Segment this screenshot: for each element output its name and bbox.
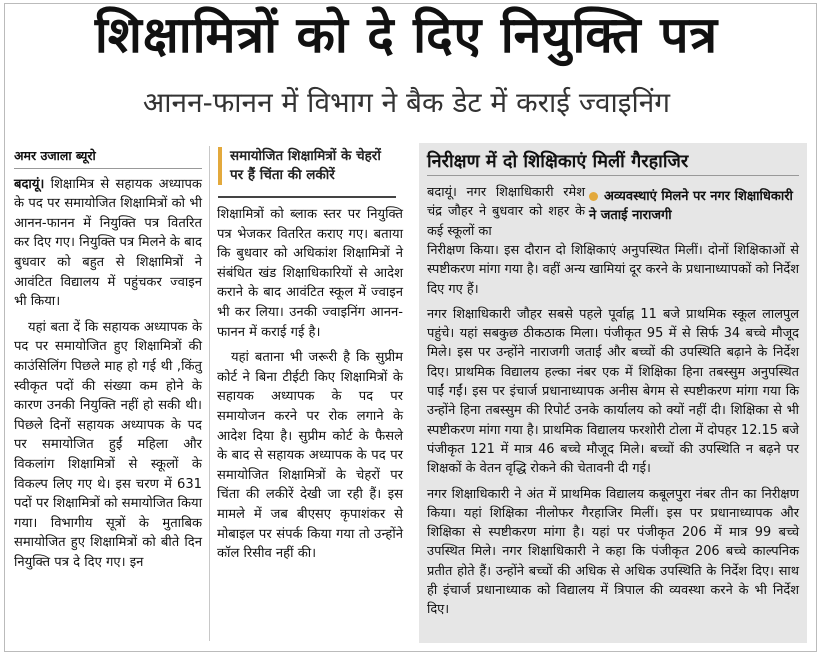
column-divider (209, 146, 210, 641)
subheadline: आनन-फानन में विभाग ने बैक डेट में कराई ज्वाइनिंग (142, 86, 671, 119)
sidebar-paragraph-1: निरीक्षण किया। इस दौरान दो शिक्षिकाएं अनुपस्थित मिलीं। दोनों शिक्षिकाओं से स्पष्टीकरण मांगा गया है। वहीं अन्य खामियां दूर करने के प्रधानाध्यापकों को निर्देश दिए गए हैं। (427, 243, 799, 297)
column1-paragraph-2: यहां बता दें कि सहायक अध्यापक के पद पर समायोजित हुए शिक्षामित्रों की काउंसिलिंग पिछले माह हो गई थी ,किंतु स्वीकृत पदों की संख्या कम होने के कारण उनकी नियुक्ति नहीं हो सकी थी। पिछले दिनों सहायक अध्यापक के पद पर समायोजित हुईं महिला और विकलांग शिक्षामित्रों से स्कूलों के विकल्प लिए गए थे। इस चरण में 631 पदों पर शिक्षामित्रों को समायोजित किया गया। विभागीय सूत्रों के मुताबिक समायोजित हुए शिक्षामित्रों को बीते दिन नियुक्ति पत्र दे दिए गए। इन (14, 319, 202, 570)
article-column-2 (217, 205, 403, 570)
bullet-dot-icon (589, 192, 598, 201)
pull-quote-rule (218, 196, 396, 198)
sidebar-intro: बदायूं। नगर शिक्षाधिकारी रमेश चंद्र जौहर ने बुधवार को शहर के कई स्कूलों का (427, 185, 585, 239)
column2-paragraph-1: शिक्षामित्रों को ब्लाक स्तर पर नियुक्ति पत्र भेजकर वितरित कराए गए। बताया कि बुधवार को अधिकांश शिक्षामित्रों ने संबंधित खंड शिक्षाधिकारियों से आदेश कराने के बाद आवंटित स्कूल में ज्वाइन भी कर लिया। उनकी ज्वाइनिंग आनन-फानन में कराई गई है। (217, 207, 403, 340)
sidebar-highlight: अव्यवस्थाएं मिलने पर नगर शिक्षाधिकारी ने जताई नाराजगी (589, 189, 793, 223)
sidebar-paragraph-3: नगर शिक्षाधिकारी ने अंत में प्राथमिक विद्यालय कबूलपुरा नंबर तीन का निरीक्षण किया। यहां शिक्षिका नीलोफर गैरहाजिर मिलीं। इस पर प्रधानाध्यापक और शिक्षिका से स्पष्टीकरण मांगा है। यहां पर पंजीकृत 206 में मात्र 99 बच्चे उपस्थित मिले। नगर शिक्षाधिकारी ने कहा कि पंजीकृत 206 बच्चे काल्पनिक प्रतीत होते हैं। उन्होंने बच्चों की अधिक से अधिक उपस्थिति के निर्देश दिए। साथ ही इंचार्ज प्रधानाध्याक को विद्यालय में त्रिपाल की व्यवस्था करने के भी निर्देश दिए। (427, 486, 799, 618)
dateline: बदायूं। (14, 176, 45, 192)
byline: अमर उजाला ब्यूरो (14, 146, 202, 169)
sidebar-story (419, 143, 807, 643)
sidebar-paragraph-2: नगर शिक्षाधिकारी जौहर सबसे पहले पूर्वाह्न 11 बजे प्राथमिक स्कूल लालपुल पहुंचे। यहां सबकुछ ठीकठाक मिला। पंजीकृत 95 में से सिर्फ 34 बच्चे मौजूद मिले। इस पर उन्होंने नाराजगी जताई और बच्चों की उपस्थिति बढ़ाने के निर्देश दिए। प्राथमिक विद्यालय हल्का नंबर एक में शिक्षिका हिना तबस्सुम अनुपस्थित पाईं गईं। इस पर इंचार्ज प्रधानाध्यापक अनीस बेगम से स्पष्टीकरण मांगा गया कि उन्होंने हिना तबस्सुम की रिपोर्ट उनके कार्यालय को क्यों नहीं दी। शिक्षिका से भी स्पष्टीकरण मांगा गया है। प्राथमिक विद्यालय फरशोरी टोला में दोपहर 12.15 बजे पंजीकृत 121 में मात्र 46 बच्चे मौजूद मिले। बच्चों की उपस्थिति न बढ़ने पर शिक्षकों के वेतन वृद्धि रोकने की चेतावनी दी गई। (427, 306, 799, 477)
column1-paragraph-1: बदायूं। शिक्षामित्र से सहायक अध्यापक के पद पर समायोजित शिक्षामित्रों को भी आनन-फानन में नियुक्ति पत्र वितरित कर दिए गए। नियुक्ति पत्र मिलने के बाद बुधवार को बहुत से शिक्षामित्रों ने आवंटित विद्यालय में पहुंचकर ज्वाइन भी किया। (14, 176, 202, 310)
headline: शिक्षामित्रों को दे दिए नियुक्ति पत्र (94, 6, 719, 64)
sidebar-body (427, 241, 799, 626)
column2-paragraph-2: यहां बताना भी जरूरी है कि सुप्रीम कोर्ट ने बिना टीईटी किए शिक्षामित्रों के सहायक अध्यापक के पद पर समायोजन करने पर रोक लगाने के आदेश दिया है। सुप्रीम कोर्ट के फैसले के बाद से सहायक अध्यापक के पद पर समायोजित शिक्षामित्रों के चेहरों पर चिंता की लकीरें देखी जा रही हैं। इस मामले में जब बीएसए कृपाशंकर से मोबाइल पर संपर्क किया गया तो उन्होंने कॉल रिसीव नहीं की। (217, 350, 403, 562)
pull-quote: समायोजित शिक्षामित्रों के चेहरों पर हैं चिंता की लकीरें (218, 147, 396, 185)
article-column-1 (14, 146, 202, 578)
sidebar-title: निरीक्षण में दो शिक्षिकाएं मिलीं गैरहाजिर (427, 149, 799, 176)
